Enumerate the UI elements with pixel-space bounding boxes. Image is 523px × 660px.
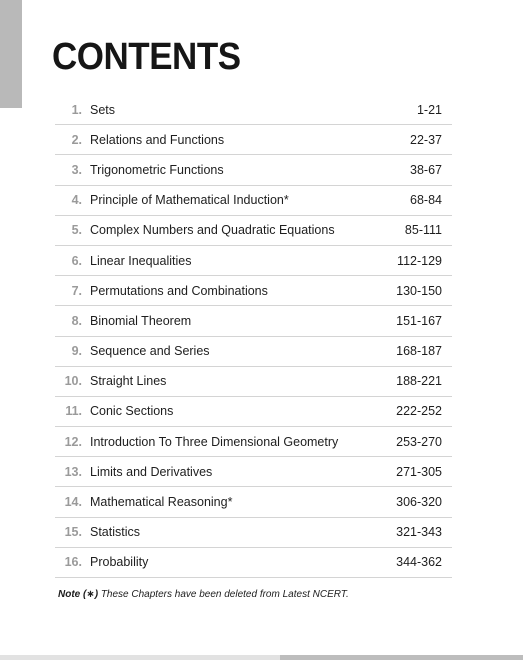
chapter-pages: 168-187 (396, 344, 442, 359)
chapter-title: Introduction To Three Dimensional Geometry (90, 434, 339, 449)
toc-row (55, 276, 452, 306)
toc-row (55, 367, 452, 397)
chapter-title: Probability (90, 555, 149, 570)
footnote-label: Note (∗) (58, 589, 99, 600)
chapter-number: 3. (71, 162, 82, 177)
footnote (58, 589, 349, 600)
chapter-title: Complex Numbers and Quadratic Equations (90, 223, 335, 238)
chapter-number: 11. (65, 404, 82, 419)
chapter-number: 8. (71, 313, 82, 328)
toc-row (55, 125, 452, 155)
footnote-text: These Chapters have been deleted from Latest NCERT. (100, 589, 349, 600)
chapter-number: 1. (71, 102, 82, 117)
chapter-title: Mathematical Reasoning* (90, 495, 233, 510)
toc-row (55, 186, 452, 216)
toc-row (55, 306, 452, 336)
chapter-number: 5. (71, 223, 82, 238)
chapter-title: Statistics (90, 525, 141, 540)
chapter-pages: 85-111 (404, 223, 442, 238)
toc-row (55, 246, 452, 276)
toc-row (55, 337, 452, 367)
chapter-title: Sequence and Series (90, 344, 210, 359)
chapter-title: Linear Inequalities (90, 253, 192, 268)
chapter-pages: 271-305 (396, 464, 442, 479)
chapter-pages: 253-270 (396, 434, 442, 449)
chapter-title: Trigonometric Functions (90, 162, 224, 177)
chapter-number: 16. (64, 555, 82, 570)
chapter-pages: 130-150 (396, 283, 442, 298)
bottom-bar-left (0, 655, 280, 660)
toc-row (55, 216, 452, 246)
chapter-number: 13. (64, 464, 82, 479)
chapter-number: 9. (71, 344, 82, 359)
chapter-title: Sets (90, 102, 116, 117)
toc-row (55, 155, 452, 185)
toc-row (55, 518, 452, 548)
chapter-pages: 321-343 (396, 525, 442, 540)
chapter-number: 6. (71, 253, 82, 268)
chapter-title: Conic Sections (90, 404, 174, 419)
chapter-title: Permutations and Combinations (90, 283, 268, 298)
chapter-number: 10. (64, 374, 82, 389)
toc-row (55, 427, 452, 457)
side-tab-decoration (0, 0, 22, 108)
chapter-title: Straight Lines (90, 374, 167, 389)
chapter-number: 12. (64, 434, 82, 449)
chapter-number: 2. (71, 132, 82, 147)
chapter-pages: 68-84 (410, 193, 442, 208)
chapter-pages: 222-252 (396, 404, 442, 419)
chapter-title: Binomial Theorem (90, 313, 192, 328)
chapter-number: 15. (64, 525, 82, 540)
chapter-pages: 306-320 (396, 495, 442, 510)
toc-row (55, 95, 452, 125)
contents-table (55, 95, 452, 578)
chapter-pages: 344-362 (396, 555, 442, 570)
chapter-title: Relations and Functions (90, 132, 225, 147)
chapter-number: 14. (64, 495, 82, 510)
toc-row (55, 548, 452, 578)
toc-row (55, 397, 452, 427)
chapter-pages: 38-67 (410, 162, 442, 177)
toc-row (55, 487, 452, 517)
page-title: CONTENTS (52, 36, 241, 78)
chapter-number: 4. (71, 193, 82, 208)
chapter-title: Limits and Derivatives (90, 464, 213, 479)
chapter-pages: 112-129 (397, 253, 442, 268)
chapter-title: Principle of Mathematical Induction* (90, 193, 289, 208)
chapter-pages: 188-221 (396, 374, 442, 389)
chapter-pages: 1-21 (416, 102, 442, 117)
bottom-bar-right (280, 655, 523, 660)
chapter-number: 7. (71, 283, 82, 298)
chapter-pages: 22-37 (410, 132, 442, 147)
chapter-pages: 151-167 (396, 313, 442, 328)
toc-row (55, 457, 452, 487)
